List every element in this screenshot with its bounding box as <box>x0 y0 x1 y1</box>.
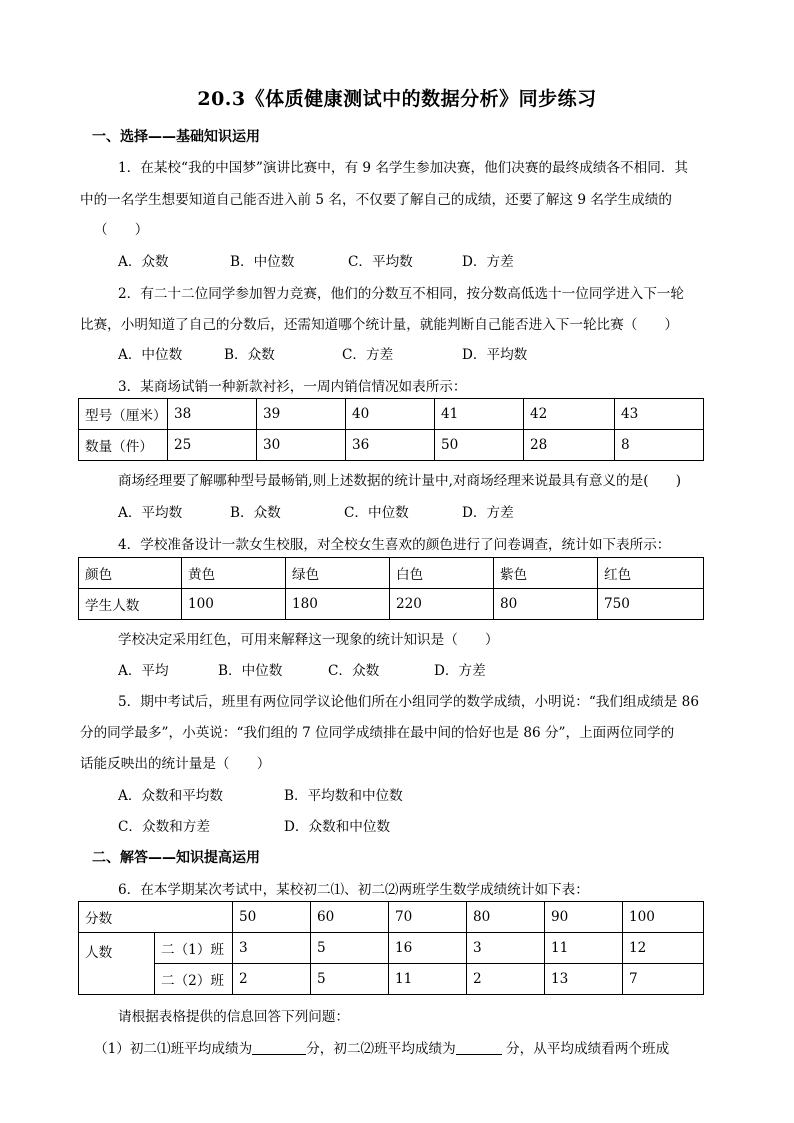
table-cell: 39 <box>257 399 346 430</box>
q1-option-d[interactable]: D．方差 <box>462 254 514 270</box>
section-heading-choice: 一、选择——基础知识运用 <box>92 129 260 145</box>
table-cell: 数量（件） <box>79 430 168 461</box>
q2-option-c[interactable]: C．方差 <box>342 347 394 363</box>
table-cell: 人数 <box>79 933 155 995</box>
q2-text-line1: 2．有二十二位同学参加智力竞赛，他们的分数互不相同，按分数高低选十一位同学进入下一轮 <box>118 286 684 302</box>
table-cell: 80 <box>494 589 598 620</box>
q5-option-c[interactable]: C．众数和方差 <box>118 819 210 835</box>
q5-text-line2: 分的同学最多”，小英说：“我们组的 7 位同学成绩排在最中间的恰好也是 86 分”，上面两位同学的 <box>80 725 675 741</box>
q6-part1 <box>94 1037 669 1057</box>
q6-prompt: 请根据表格提供的信息回答下列问题： <box>118 1009 350 1025</box>
q3-option-b[interactable]: B．众数 <box>230 505 281 521</box>
table-cell: 11 <box>389 964 467 995</box>
table-row <box>79 964 704 995</box>
table-row <box>79 589 704 620</box>
table-cell: 28 <box>524 430 615 461</box>
table-cell: 60 <box>311 902 389 933</box>
table-cell: 3 <box>233 933 311 964</box>
table-cell: 白色 <box>390 558 494 589</box>
table-cell: 12 <box>623 933 704 964</box>
q5-text-line3: 话能反映出的统计量是（ ） <box>80 756 271 772</box>
table-cell: 220 <box>390 589 494 620</box>
table-cell: 黄色 <box>182 558 286 589</box>
q3-question: 商场经理要了解哪种型号最畅销,则上述数据的统计量中,对商场经理来说最具有意义的是( ) <box>118 473 681 489</box>
table-cell: 3 <box>467 933 545 964</box>
table-row <box>79 933 704 964</box>
table-cell: 90 <box>545 902 623 933</box>
q2-option-b[interactable]: B．众数 <box>224 347 275 363</box>
q2-text-line2: 比赛，小明知道了自己的分数后，还需知道哪个统计量，就能判断自己能否进入下一轮比赛（ ） <box>80 317 679 333</box>
table-cell: 分数 <box>79 902 233 933</box>
table-row <box>79 558 704 589</box>
table-cell: 7 <box>623 964 704 995</box>
table-cell: 25 <box>168 430 257 461</box>
q5-option-a[interactable]: A．众数和平均数 <box>118 788 223 804</box>
q4-question: 学校决定采用红色，可用来解释这一现象的统计知识是（ ） <box>118 632 499 648</box>
q4-option-c[interactable]: C．众数 <box>328 663 380 679</box>
table-cell: 40 <box>346 399 435 430</box>
page-title: 20.3《体质健康测试中的数据分析》同步练习 <box>197 88 597 110</box>
q4-option-b[interactable]: B．中位数 <box>218 663 283 679</box>
table-cell: 180 <box>286 589 390 620</box>
table-cell: 型号（厘米） <box>79 399 168 430</box>
table-cell: 2 <box>233 964 311 995</box>
table-row <box>79 430 704 461</box>
table-cell: 二（2）班 <box>155 964 233 995</box>
q1-text-line2: 中的一名学生想要知道自己能否进入前 5 名，不仅要了解自己的成绩，还要了解这 9 名学生成绩的 <box>80 192 672 208</box>
q5-option-d[interactable]: D．众数和中位数 <box>284 819 391 835</box>
table-cell: 8 <box>615 430 704 461</box>
q1-option-b[interactable]: B．中位数 <box>230 254 295 270</box>
q6-intro: 6．在本学期某次考试中，某校初二⑴、初二⑵两班学生数学成绩统计如下表： <box>118 882 589 898</box>
table-cell: 颜色 <box>79 558 182 589</box>
q6-part1-text-c: 分，从平均成绩看两个班成 <box>501 1041 670 1057</box>
q4-option-a[interactable]: A．平均 <box>118 663 169 679</box>
table-cell: 红色 <box>598 558 704 589</box>
q1-text-line1: 1．在某校“我的中国梦”演讲比赛中，有 9 名学生参加决赛，他们决赛的最终成绩各不相同．其 <box>118 160 688 176</box>
table-cell: 42 <box>524 399 615 430</box>
table-cell: 38 <box>168 399 257 430</box>
table-cell: 2 <box>467 964 545 995</box>
q2-option-a[interactable]: A．中位数 <box>118 347 183 363</box>
table-cell: 紫色 <box>494 558 598 589</box>
table-cell: 43 <box>615 399 704 430</box>
q1-option-c[interactable]: C．平均数 <box>348 254 413 270</box>
answer-blank-class2[interactable] <box>456 1040 502 1055</box>
q1-answer-bracket: （ ） <box>94 222 149 238</box>
q3-size-table <box>78 398 704 461</box>
table-cell: 100 <box>182 589 286 620</box>
q1-option-a[interactable]: A．众数 <box>118 254 169 270</box>
table-cell: 13 <box>545 964 623 995</box>
answer-blank-class1[interactable] <box>252 1040 306 1055</box>
q6-part1-text-a: （1）初二⑴班平均成绩为 <box>94 1041 253 1057</box>
q3-option-c[interactable]: C．中位数 <box>344 505 409 521</box>
table-cell: 50 <box>233 902 311 933</box>
table-cell: 80 <box>467 902 545 933</box>
q5-text-line1: 5．期中考试后，班里有两位同学议论他们所在小组同学的数学成绩，小明说：“我们组成绩是 86 <box>118 694 699 710</box>
table-cell: 学生人数 <box>79 589 182 620</box>
section-heading-answer: 二、解答——知识提高运用 <box>92 850 260 866</box>
q4-intro: 4．学校准备设计一款女生校服，对全校女生喜欢的颜色进行了问卷调查，统计如下表所示： <box>118 537 671 553</box>
q5-option-b[interactable]: B．平均数和中位数 <box>284 788 403 804</box>
table-cell: 70 <box>389 902 467 933</box>
table-cell: 二（1）班 <box>155 933 233 964</box>
table-row <box>79 399 704 430</box>
q4-color-table <box>78 557 704 620</box>
table-cell: 16 <box>389 933 467 964</box>
table-cell: 30 <box>257 430 346 461</box>
q6-part1-text-b: 分，初二⑵班平均成绩为 <box>306 1041 456 1057</box>
table-cell: 绿色 <box>286 558 390 589</box>
table-cell: 50 <box>435 430 524 461</box>
q3-option-d[interactable]: D．方差 <box>462 505 514 521</box>
q3-intro: 3．某商场试销一种新款衬衫，一周内销信情况如表所示： <box>118 379 467 395</box>
table-cell: 41 <box>435 399 524 430</box>
table-row <box>79 902 704 933</box>
table-cell: 5 <box>311 964 389 995</box>
q4-option-d[interactable]: D．方差 <box>434 663 486 679</box>
table-cell: 750 <box>598 589 704 620</box>
q2-option-d[interactable]: D．平均数 <box>462 347 528 363</box>
table-cell: 100 <box>623 902 704 933</box>
table-cell: 36 <box>346 430 435 461</box>
q3-option-a[interactable]: A．平均数 <box>118 505 183 521</box>
table-cell: 5 <box>311 933 389 964</box>
q6-score-table <box>78 901 704 995</box>
table-cell: 11 <box>545 933 623 964</box>
